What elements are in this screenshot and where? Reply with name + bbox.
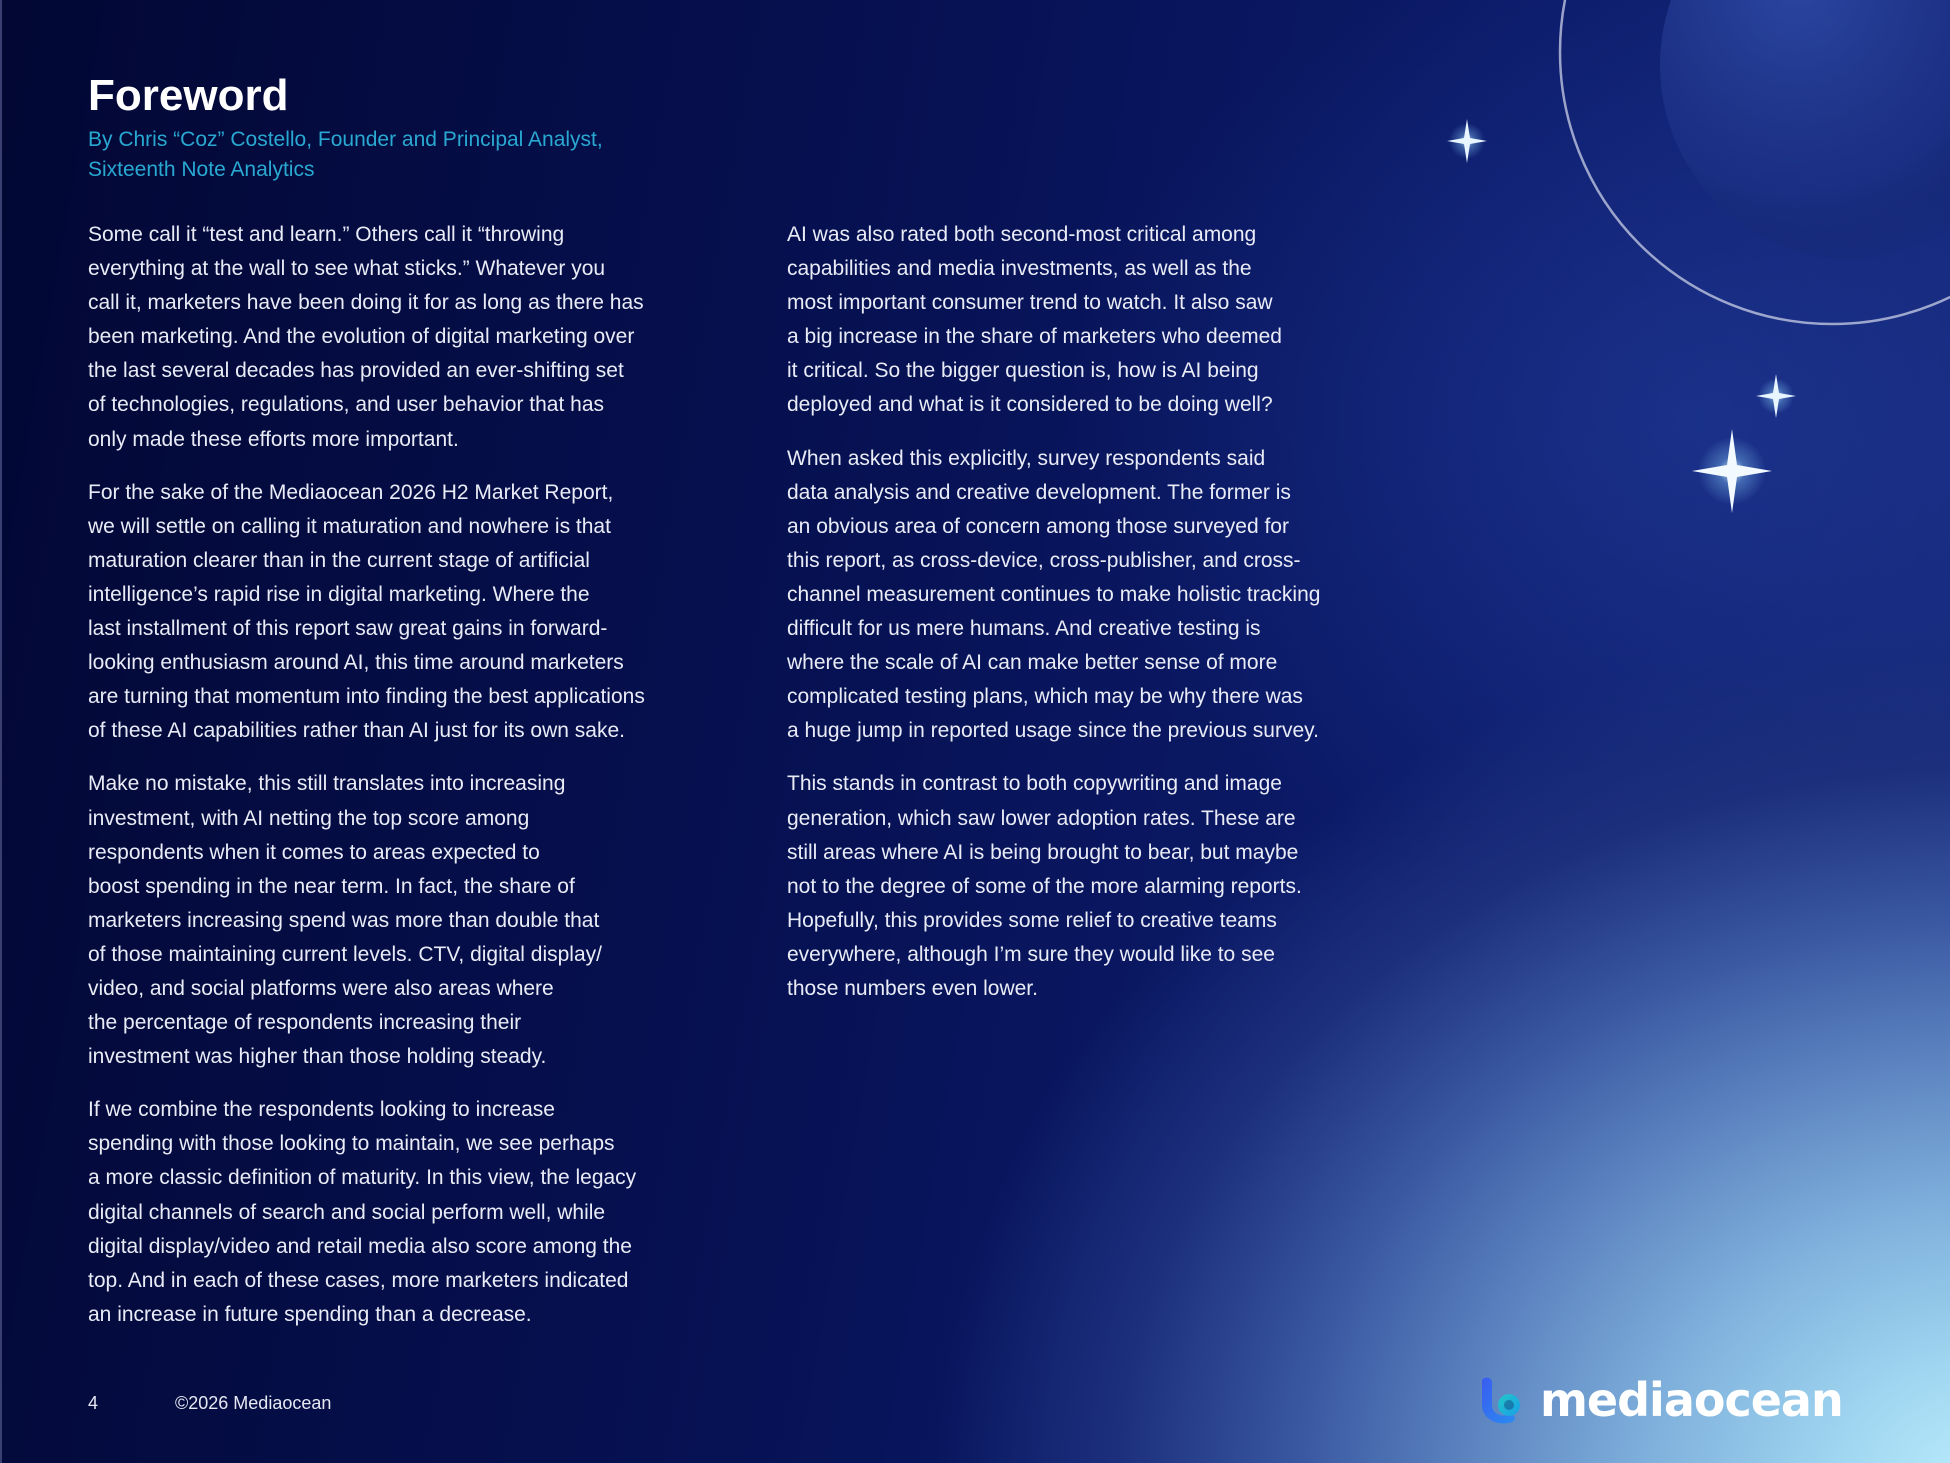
logo-wordmark: mediaocean [1540, 1373, 1843, 1427]
paragraph: Some call it “test and learn.” Others call it “throwing everything at the wall to see what sticks.” Whatever you call it, marketers have been doing it for as long as there has been marketing. And the evolution of digital marketing over the last several decades has provided an ever-shifting set of technologies, regulations, and user behavior that has only made these efforts more important. [88, 223, 644, 451]
sparkle-small-icon [1447, 119, 1487, 163]
right-column [787, 218, 1407, 1025]
sparkle-medium-icon [1756, 374, 1796, 418]
paragraph: Make no mistake, this still translates into increasing investment, with AI netting the top score among respondents when it comes to areas expected to boost spending in the near term. In fact, the share of marketers increasing spend was more than double that of those maintaining current levels. CTV, digital display/ video, and social platforms were also areas where the percentage of respondents increasing their investment was higher than those holding steady. [88, 772, 602, 1069]
paragraph: When asked this explicitly, survey respondents said data analysis and creative development. The former is an obvious area of concern among those surveyed for this report, as cross-device, cross-publisher, and cross- channel measurement continues to make holistic tracking difficult for us mere humans. And creative testing is where the scale of AI can make better sense of more complicated testing plans, which may be why there was a huge jump in reported usage since the previous survey. [787, 446, 1321, 743]
page-number: 4 [88, 1393, 99, 1413]
paragraph: AI was also rated both second-most critical among capabilities and media investments, as well as the most important consumer trend to watch. It also saw a big increase in the share of marketers who deemed it critical. So the bigger question is, how is AI being deployed and what is it considered to be doing well? [787, 223, 1282, 417]
sparkle-large-icon [1692, 429, 1772, 513]
author-byline: By Chris “Coz” Costello, Founder and Principal Analyst, Sixteenth Note Analytics [88, 128, 603, 181]
paragraph: If we combine the respondents looking to increase spending with those looking to maintain, we see perhaps a more classic definition of maturity. In this view, the legacy digital channels of search and social perform well, while digital display/video and retail media also score among the top. And in each of these cases, more marketers indicated an increase in future spending than a decrease. [88, 1098, 637, 1326]
paragraph: This stands in contrast to both copywriting and image generation, which saw lower adoption rates. These are still areas where AI is being brought to bear, but maybe not to the degree of some of the more alarming reports. Hopefully, this provides some relief to creative teams everywhere, although I’m sure they would like to see those numbers even lower. [787, 772, 1302, 1000]
moon-shape [1660, 0, 1950, 260]
left-column [88, 218, 738, 1351]
copyright-text: ©2026 Mediaocean [175, 1393, 332, 1413]
page-title: Foreword [88, 71, 289, 120]
mediaocean-logo [1478, 1372, 1843, 1428]
paragraph: For the sake of the Mediaocean 2026 H2 Market Report, we will settle on calling it maturation and nowhere is that maturation clearer than in the current stage of artificial intelligence’s rapid rise in digital marketing. Where the last installment of this report saw great gains in forward- looking enthusiasm around AI, this time around marketers are turning that momentum into finding the best applications of these AI capabilities rather than AI just for its own sake. [88, 480, 645, 743]
mediaocean-logo-icon [1478, 1375, 1536, 1425]
